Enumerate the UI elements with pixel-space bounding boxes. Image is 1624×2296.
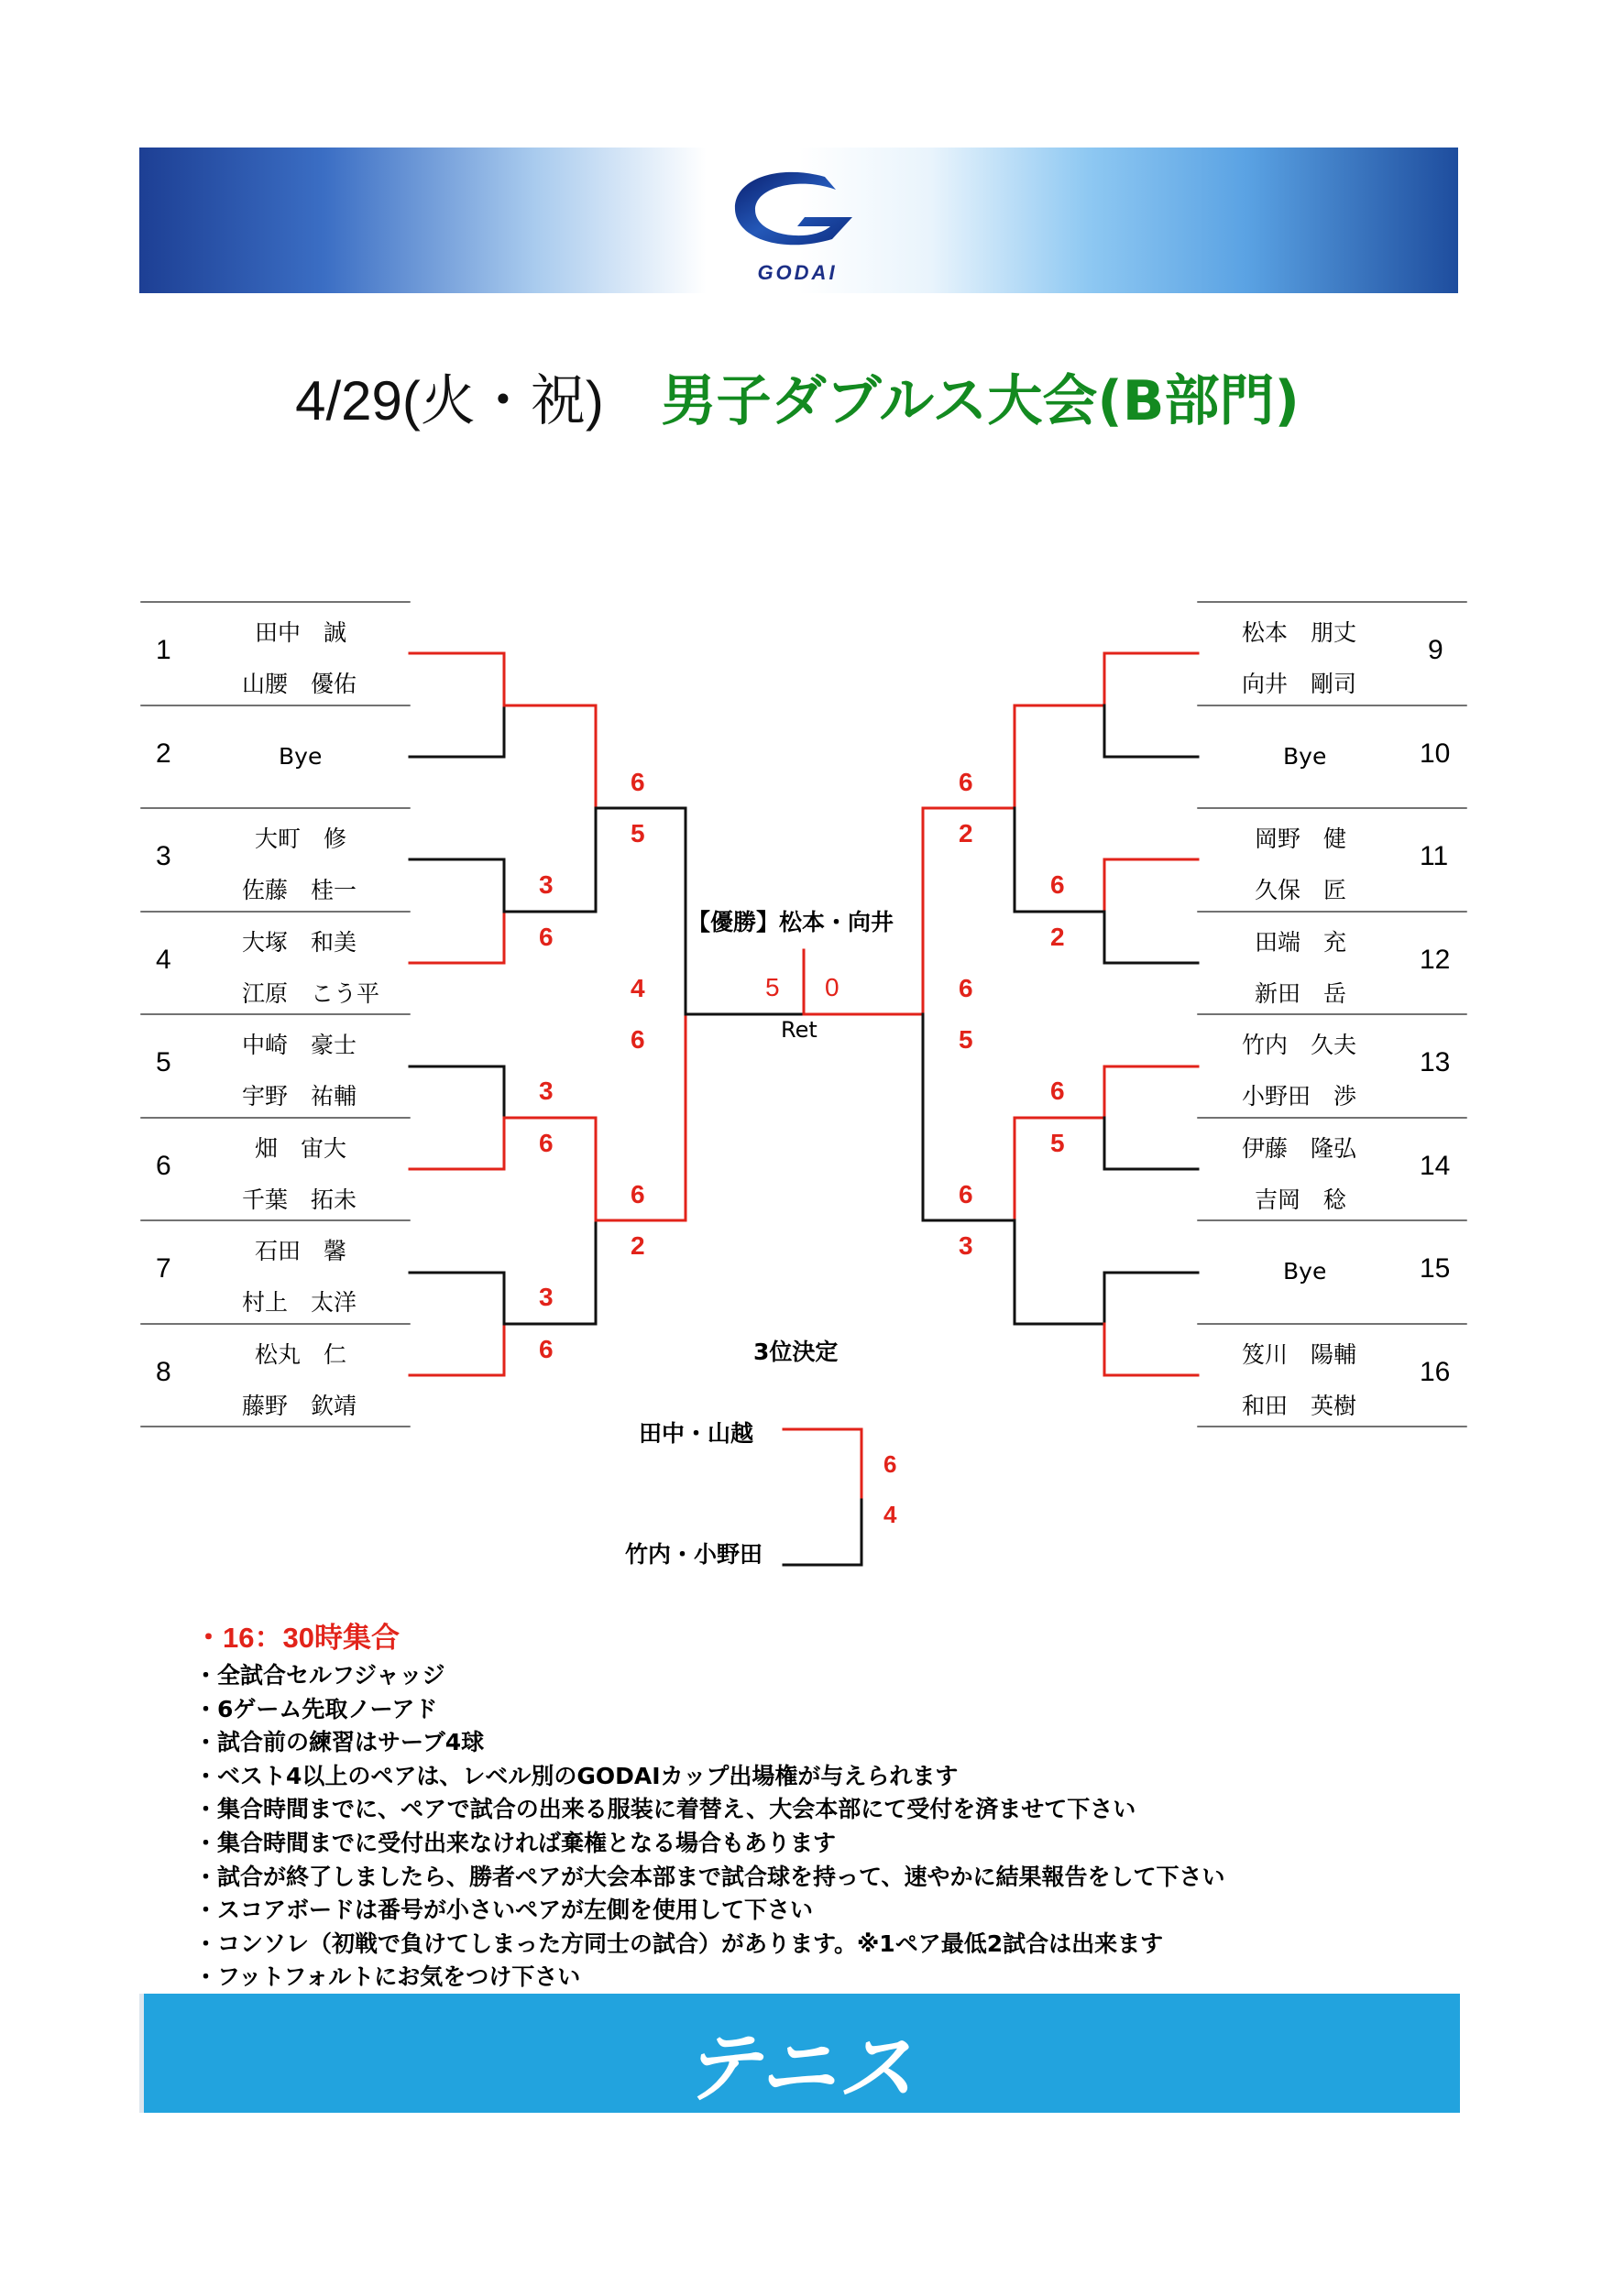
player-name: Bye [1283, 1258, 1327, 1285]
player-name: 田端 充 [1255, 929, 1347, 956]
score: 6 [631, 768, 645, 796]
final-score: 5 [765, 973, 780, 1001]
entry-number: 10 [1420, 738, 1451, 769]
player-name: 伊藤 隆弘 [1242, 1135, 1357, 1162]
player-name: 中崎 豪士 [242, 1032, 357, 1058]
third-place-bottom-pair: 竹内・小野田 [625, 1541, 763, 1568]
player-name: 山腰 優佑 [242, 671, 357, 697]
third-place-label: 3位決定 [753, 1339, 839, 1365]
tournament-notes [194, 1614, 1225, 1995]
score: 6 [539, 1129, 554, 1157]
title-date: 4/29(火・祝) [295, 370, 604, 432]
third-place-score: 4 [883, 1501, 897, 1528]
score: 3 [539, 1077, 554, 1105]
title-event: 男子ダブルス大会(B部門) [661, 369, 1300, 433]
entry-number: 16 [1420, 1357, 1451, 1387]
note-item: ・ベスト4以上のペアは、レベル別のGODAIカップ出場権が与えられます [194, 1762, 959, 1789]
note-item: ・全試合セルフジャッジ [194, 1662, 445, 1689]
player-name: 石田 馨 [255, 1238, 347, 1264]
player-name: 小野田 渉 [1242, 1083, 1357, 1110]
note-item: ・コンソレ（初戦で負けてしまった方同士の試合）があります。※1ペア最低2試合は出来ます [194, 1930, 1164, 1957]
player-name: Bye [1283, 743, 1327, 770]
player-name: 大町 修 [255, 825, 347, 852]
player-name: 江原 こう平 [242, 980, 380, 1007]
entry-number: 6 [156, 1151, 171, 1181]
score: 6 [959, 768, 973, 796]
player-name: 松本 朋丈 [1242, 619, 1357, 646]
player-name: 田中 誠 [255, 619, 347, 646]
score: 4 [631, 974, 645, 1002]
score: 3 [539, 1283, 554, 1311]
score: 3 [959, 1231, 973, 1260]
player-name: Bye [279, 743, 323, 770]
entry-number: 3 [156, 841, 171, 871]
score: 5 [1050, 1129, 1065, 1157]
entry-number: 4 [156, 945, 171, 975]
score: 6 [1050, 1077, 1065, 1105]
player-name: 岡野 健 [1255, 825, 1347, 852]
entry-number: 11 [1420, 841, 1449, 871]
player-name: 松丸 仁 [255, 1341, 347, 1368]
score: 6 [631, 1025, 645, 1054]
note-item: ・スコアボードは番号が小さいペアが左側を使用して下さい [194, 1897, 814, 1924]
player-name: 千葉 拓未 [242, 1186, 357, 1213]
entry-number: 8 [156, 1357, 171, 1387]
score: 2 [631, 1231, 645, 1260]
retired-note: Ret [781, 1017, 817, 1043]
player-name: 藤野 欽靖 [242, 1393, 357, 1419]
logo-text: GODAI [757, 261, 838, 284]
player-name: 佐藤 桂一 [242, 877, 357, 903]
score: 6 [1050, 870, 1065, 899]
score: 6 [539, 1335, 554, 1363]
entry-number: 15 [1420, 1253, 1451, 1284]
player-name: 笈川 陽輔 [1242, 1341, 1357, 1368]
player-name: 向井 剛司 [1242, 671, 1357, 697]
score: 6 [959, 1180, 973, 1208]
third-place-score: 6 [883, 1450, 897, 1478]
entry-number: 13 [1420, 1047, 1451, 1077]
player-name: 宇野 祐輔 [242, 1083, 357, 1110]
champion-label: 【優勝】松本・向井 [687, 909, 894, 935]
note-item: ・試合が終了しましたら、勝者ペアが大会本部まで試合球を持って、速やかに結果報告をして下さい [194, 1863, 1225, 1890]
player-name: 和田 英樹 [1242, 1393, 1357, 1419]
player-name: 村上 太洋 [242, 1289, 357, 1316]
score: 2 [959, 819, 973, 847]
entry-number: 9 [1428, 635, 1443, 665]
score: 2 [1050, 923, 1065, 951]
gather-time: ・16：30時集合 [194, 1622, 400, 1654]
entry-number: 14 [1420, 1151, 1451, 1181]
entry-number: 7 [156, 1253, 171, 1284]
score: 6 [631, 1180, 645, 1208]
player-name: 竹内 久夫 [1242, 1032, 1357, 1058]
player-name: 吉岡 稔 [1255, 1186, 1347, 1213]
note-item: ・集合時間までに、ペアで試合の出来る服装に着替え、大会本部にて受付を済ませて下さい [194, 1796, 1136, 1823]
entry-number: 1 [156, 635, 171, 665]
score: 5 [631, 819, 645, 847]
player-name: 大塚 和美 [242, 929, 357, 956]
note-item: ・6ゲーム先取ノーアド [194, 1695, 438, 1722]
score: 3 [539, 870, 554, 899]
note-item: ・フットフォルトにお気をつけ下さい [194, 1963, 581, 1991]
tennis-banner-text: テニス [683, 2023, 916, 2113]
third-place-top-pair: 田中・山越 [639, 1420, 754, 1447]
entry-number: 2 [156, 738, 171, 769]
score: 6 [959, 974, 973, 1002]
player-name: 新田 岳 [1255, 980, 1347, 1007]
entry-number: 12 [1420, 945, 1451, 975]
final-score: 0 [825, 973, 839, 1001]
player-name: 畑 宙大 [255, 1135, 347, 1162]
note-item: ・集合時間までに受付出来なければ棄権となる場合もあります [194, 1829, 837, 1856]
score: 6 [539, 923, 554, 951]
tennis-footer-banner [139, 1994, 1460, 2113]
entry-number: 5 [156, 1047, 171, 1077]
score: 5 [959, 1025, 973, 1054]
note-item: ・試合前の練習はサーブ4球 [194, 1729, 485, 1756]
player-name: 久保 匠 [1255, 877, 1347, 903]
